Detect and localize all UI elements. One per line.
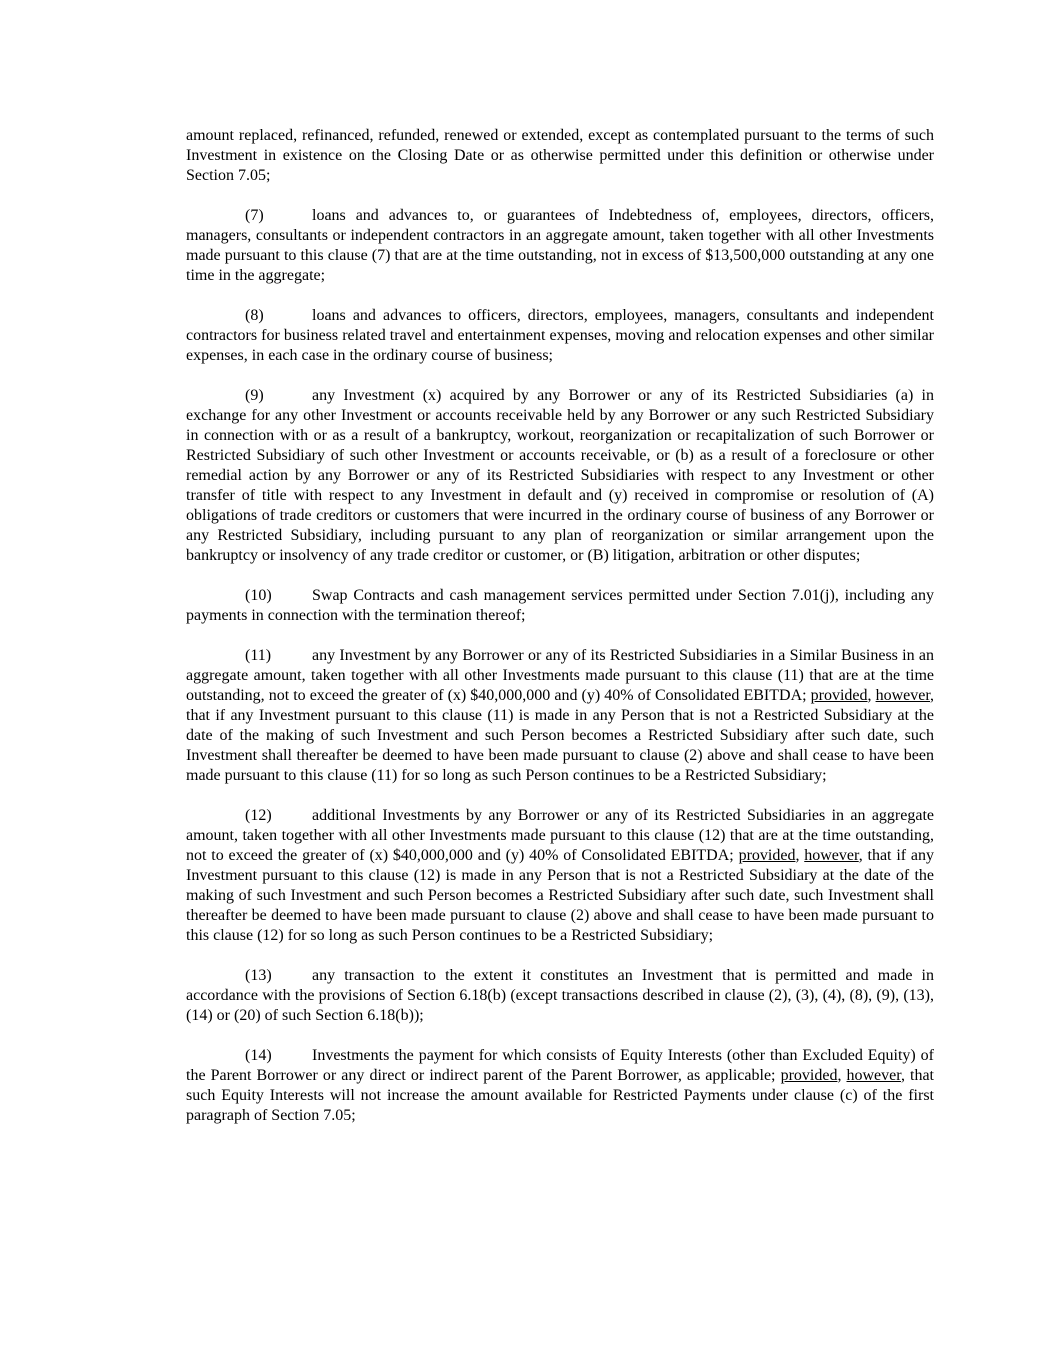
- clause-number: (10): [245, 587, 272, 604]
- paragraph-text: , that if any Investment pursuant to this clause (11) is made in any Person that is not a Restricted Subsidiary at the date of the making of such Investment and such Person becomes a Restricted Subsidiary after such date, such Investment shall thereafter be deemed to have been made pursuant to clause (2) above and shall cease to have been made pursuant to this clause (11) for so long as such Person continues to be a Restricted Subsidiary;: [186, 687, 935, 784]
- clause-paragraph: [186, 966, 934, 1026]
- paragraph-text: any Investment by any Borrower or any of its Restricted Subsidiaries in a Similar Business in an aggregate amount, taken together with all other Investments made pursuant to this clause (11) that are at the time outstanding, not to exceed the greater of (x) $40,000,000 and (y) 40% of Consolidated EBITDA;: [186, 647, 934, 704]
- clause-number: (11): [245, 647, 272, 664]
- paragraph-text: ,: [867, 687, 876, 704]
- paragraph-text: ,: [837, 1067, 847, 1084]
- paragraph-text: ,: [795, 847, 805, 864]
- clause-number: (12): [245, 807, 272, 824]
- clause-paragraph: [186, 806, 934, 946]
- paragraph-text: loans and advances to officers, directors, employees, managers, consultants and independent contractors for business related travel and entertainment expenses, moving and relocation expenses and other similar expenses, in each case in the ordinary course of business;: [186, 307, 934, 364]
- paragraph-text: amount replaced, refinanced, refunded, renewed or extended, except as contemplated pursuant to the terms of such Investment in existence on the Closing Date or as otherwise permitted under this definition or otherwise under Section 7.05;: [186, 127, 934, 184]
- paragraph-text: , that if any Investment pursuant to this clause (12) is made in any Person that is not a Restricted Subsidiary at the date of the making of such Investment and such Person becomes a Restricted Subsidiary after such date, such Investment shall thereafter be deemed to have been made pursuant to clause (2) above and shall cease to have been made pursuant to this clause (12) for so long as such Person continues to be a Restricted Subsidiary;: [186, 847, 935, 944]
- defined-term-underlined: however: [846, 1067, 901, 1084]
- paragraph-text: Swap Contracts and cash management services permitted under Section 7.01(j), including any payments in connection with the termination thereof;: [186, 587, 934, 624]
- clause-paragraph: [186, 1046, 934, 1126]
- defined-term-underlined: provided: [810, 687, 868, 704]
- paragraph-text: loans and advances to, or guarantees of Indebtedness of, employees, directors, officers, managers, consultants or independent contractors in an aggregate amount, taken together with all other Investments made pursuant to this clause (7) that are at the time outstanding, not in excess of $13,500,000 outstanding at any one time in the aggregate;: [186, 207, 934, 284]
- paragraph-text: any Investment (x) acquired by any Borrower or any of its Restricted Subsidiaries (a) in exchange for any other Investment or accounts receivable held by any Borrower or any such Restricted Subsidiary in connection with or as a result of a bankruptcy, workout, reorganization or recapitalization of such Borrower or Restricted Subsidiary of such other Investment or accounts receivable, or (b) as a result of a foreclosure or other remedial action by any Borrower or any of its Restricted Subsidiaries with respect to any Investment or other transfer of title with respect to any Investment in default and (y) received in compromise or resolution of (A) obligations of trade creditors or customers that were incurred in the ordinary course of business of any Borrower or any Restricted Subsidiary, including pursuant to any plan of reorganization or similar arrangement upon the bankruptcy or insolvency of any trade creditor or customer, or (B) litigation, arbitration or other disputes;: [186, 387, 934, 564]
- defined-term-underlined: however: [804, 847, 859, 864]
- defined-term-underlined: provided: [738, 847, 796, 864]
- clause-paragraph: [186, 386, 934, 566]
- clause-paragraph: [186, 206, 934, 286]
- paragraph-text: any transaction to the extent it constitutes an Investment that is permitted and made in accordance with the provisions of Section 6.18(b) (except transactions described in clause (2), (3), (4), (8), (9), (13), (14) or (20) of such Section 6.18(b));: [186, 967, 934, 1024]
- clause-number: (9): [245, 387, 264, 404]
- paragraph-text: additional Investments by any Borrower or any of its Restricted Subsidiaries in an aggregate amount, taken together with all other Investments made pursuant to this clause (12) that are at the time outstanding, not to exceed the greater of (x) $40,000,000 and (y) 40% of Consolidated EBITDA;: [186, 807, 934, 864]
- clause-paragraph: [186, 306, 934, 366]
- clause-paragraph: [186, 586, 934, 626]
- defined-term-underlined: provided: [780, 1067, 838, 1084]
- paragraph-text: , that such Equity Interests will not increase the amount available for Restricted Payments under clause (c) of the first paragraph of Section 7.05;: [186, 1067, 935, 1124]
- defined-term-underlined: however: [875, 687, 931, 704]
- clause-number: (7): [245, 207, 264, 224]
- document-body: [186, 126, 934, 1126]
- paragraph-text: Investments the payment for which consists of Equity Interests (other than Excluded Equity) of the Parent Borrower or any direct or indirect parent of the Parent Borrower, as applicable;: [186, 1047, 934, 1084]
- continuation-paragraph: [186, 126, 934, 186]
- clause-paragraph: [186, 646, 934, 786]
- clause-number: (13): [245, 967, 272, 984]
- clause-number: (14): [245, 1047, 272, 1064]
- clause-number: (8): [245, 307, 264, 324]
